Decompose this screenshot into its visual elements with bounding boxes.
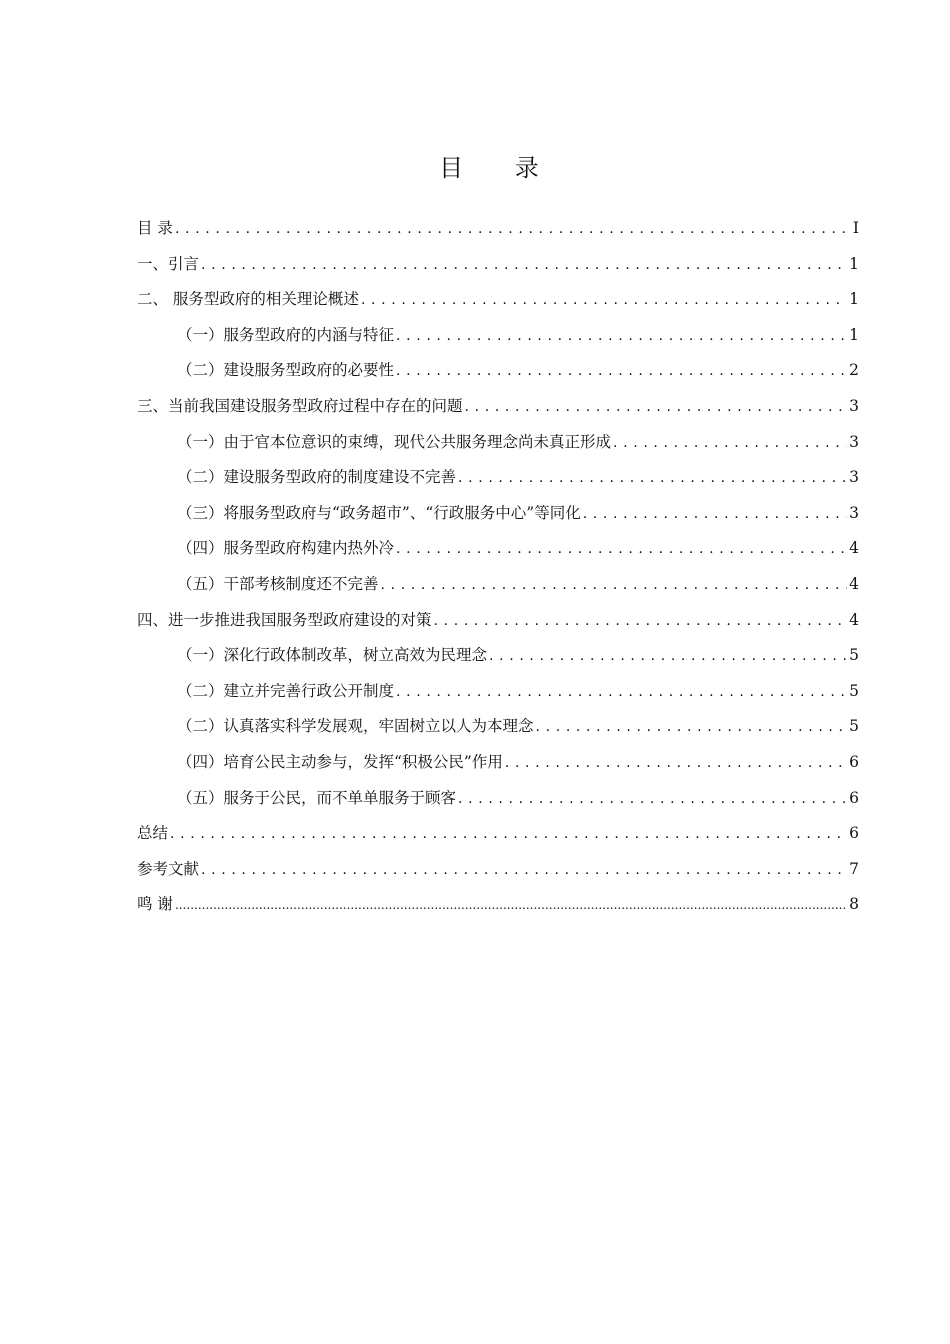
- toc-entry[interactable]: [137, 390, 859, 426]
- toc-dot-leader: [465, 390, 848, 423]
- toc-page-number: 1: [849, 325, 859, 344]
- toc-entry-label: 一、引言: [137, 254, 200, 273]
- toc-entry-label: 鸣 谢: [137, 895, 173, 914]
- toc-dot-leader: [613, 426, 847, 459]
- toc-dot-leader: [458, 782, 847, 815]
- toc-entry-label: （一）服务型政府的内涵与特征: [177, 325, 395, 344]
- toc-entry[interactable]: [137, 568, 859, 604]
- toc-entry-label: （三）将服务型政府与“政务超市”、“行政服务中心”等同化: [177, 503, 581, 522]
- toc-entry[interactable]: [137, 461, 859, 497]
- toc-entry-label: （二）建设服务型政府的必要性: [177, 361, 395, 380]
- toc-entry-label: （二）建设服务型政府的制度建设不完善: [177, 468, 457, 487]
- toc-entry-label: 目 录: [137, 219, 173, 237]
- toc-entry[interactable]: [137, 817, 859, 853]
- toc-entry[interactable]: [137, 248, 859, 284]
- toc-page-number: 6: [849, 788, 859, 807]
- toc-entry[interactable]: [137, 604, 859, 640]
- toc-page-number: 6: [849, 824, 859, 843]
- table-of-contents: [137, 212, 859, 924]
- toc-dot-leader: [170, 817, 847, 850]
- toc-entry[interactable]: [137, 782, 859, 818]
- toc-dot-leader: [583, 497, 847, 530]
- toc-dot-leader: [536, 710, 848, 743]
- toc-page-number: 6: [849, 752, 859, 771]
- toc-dot-leader: [201, 853, 847, 886]
- toc-page-number: I: [852, 219, 859, 237]
- toc-entry[interactable]: [137, 675, 859, 711]
- toc-page-number: 8: [849, 895, 859, 914]
- toc-page-number: 4: [849, 574, 859, 593]
- toc-dot-leader: [505, 746, 847, 779]
- toc-entry-label: （一）由于官本位意识的束缚，现代公共服务理念尚未真正形成: [177, 432, 612, 451]
- toc-entry-label: （一）深化行政体制改革，树立高效为民理念: [177, 646, 488, 665]
- toc-entry[interactable]: [137, 497, 859, 533]
- toc-page-number: 3: [849, 396, 859, 415]
- toc-entry-label: （四）培育公民主动参与，发挥“积极公民”作用: [177, 752, 503, 771]
- toc-entry[interactable]: [137, 212, 859, 248]
- toc-page-number: 4: [849, 610, 859, 629]
- toc-entry-label: 二、 服务型政府的相关理论概述: [137, 290, 359, 309]
- page-title: 目 录: [439, 154, 561, 182]
- toc-dot-leader: [396, 532, 847, 565]
- toc-dot-leader: [396, 319, 847, 352]
- toc-dot-leader: [201, 248, 847, 281]
- toc-entry[interactable]: [137, 532, 859, 568]
- toc-entry[interactable]: [137, 639, 859, 675]
- toc-entry-label: 三、当前我国建设服务型政府过程中存在的问题: [137, 396, 463, 415]
- toc-entry-label: （五）服务于公民，而不单单服务于顾客: [177, 788, 457, 807]
- toc-entry-label: 总结: [137, 824, 169, 843]
- toc-entry[interactable]: [137, 746, 859, 782]
- toc-page-number: 5: [849, 717, 859, 736]
- toc-dot-leader: [361, 283, 847, 316]
- toc-dot-leader: [458, 461, 847, 494]
- toc-dot-leader: [396, 354, 847, 387]
- toc-page-number: 7: [849, 859, 859, 878]
- toc-dot-leader: [381, 568, 848, 601]
- toc-page-number: 5: [849, 681, 859, 700]
- toc-entry-label: （二）认真落实科学发展观，牢固树立以人为本理念: [177, 717, 534, 736]
- toc-page-number: 3: [849, 468, 859, 487]
- toc-page-number: 1: [849, 290, 859, 309]
- toc-page-number: 5: [849, 646, 859, 665]
- toc-entry-label: 四、进一步推进我国服务型政府建设的对策: [137, 610, 432, 629]
- toc-entry-label: （四）服务型政府构建内热外冷: [177, 539, 395, 558]
- toc-page-number: 4: [849, 539, 859, 558]
- toc-dot-leader: [175, 888, 847, 921]
- toc-entry-label: （五）干部考核制度还不完善: [177, 574, 379, 593]
- toc-dot-leader: [175, 212, 849, 245]
- toc-page-number: 3: [849, 432, 859, 451]
- toc-page-number: 3: [849, 503, 859, 522]
- toc-entry[interactable]: [137, 354, 859, 390]
- toc-dot-leader: [489, 639, 847, 672]
- toc-entry-label: 参考文献: [137, 859, 200, 878]
- toc-entry-label: （二）建立并完善行政公开制度: [177, 681, 395, 700]
- toc-entry[interactable]: [137, 283, 859, 319]
- toc-entry[interactable]: [137, 710, 859, 746]
- toc-page-number: 2: [849, 361, 859, 380]
- toc-dot-leader: [434, 604, 848, 637]
- toc-page-number: 1: [849, 254, 859, 273]
- toc-entry[interactable]: [137, 888, 859, 924]
- toc-entry[interactable]: [137, 426, 859, 462]
- toc-entry[interactable]: [137, 319, 859, 355]
- toc-dot-leader: [396, 675, 847, 708]
- toc-entry[interactable]: [137, 853, 859, 889]
